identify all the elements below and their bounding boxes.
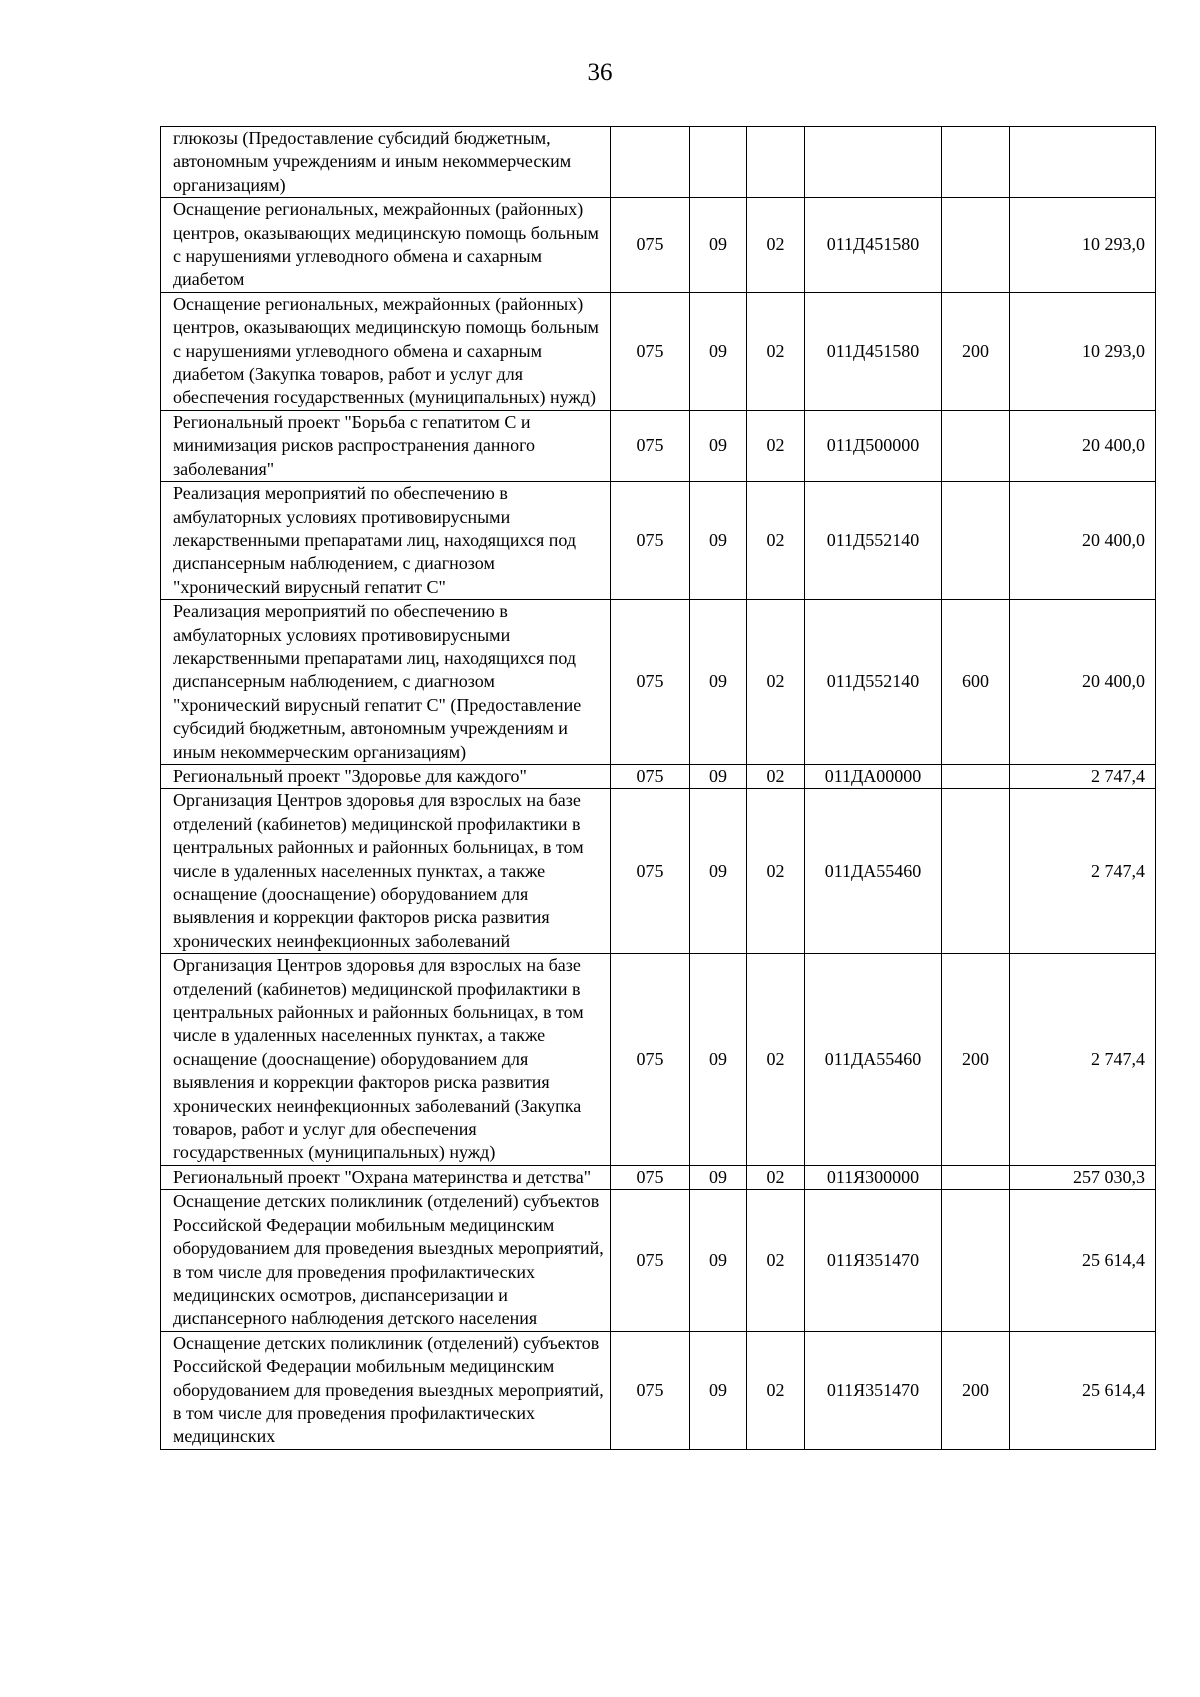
cell-subsection-code: 02 [747, 482, 805, 600]
cell-expense-type-code [942, 482, 1010, 600]
cell-section-code [690, 127, 747, 198]
cell-amount [1010, 127, 1156, 198]
cell-subsection-code [747, 127, 805, 198]
cell-amount: 25 614,4 [1010, 1331, 1156, 1449]
cell-section-code: 09 [690, 198, 747, 293]
table-body [161, 127, 1156, 1450]
cell-target-article-code: 011Я351470 [805, 1190, 942, 1331]
cell-section-code: 09 [690, 600, 747, 765]
cell-department-code: 075 [611, 1165, 690, 1189]
table-row [161, 1165, 1156, 1189]
cell-department-code: 075 [611, 198, 690, 293]
cell-description: Оснащение детских поликлиник (отделений) субъектов Российской Федерации мобильным медицинским оборудованием для проведения выездных мероприятий, в том числе для проведения профилактических медицинских [161, 1331, 611, 1449]
cell-target-article-code: 011ДА00000 [805, 764, 942, 788]
cell-department-code: 075 [611, 600, 690, 765]
table-row [161, 764, 1156, 788]
cell-description: Организация Центров здоровья для взрослых на базе отделений (кабинетов) медицинской профилактики в центральных районных и районных больницах, в том числе в удаленных населенных пунктах, а также оснащение (дооснащение) оборудованием для выявления и коррекции факторов риска развития хронических неинфекционных заболеваний (Закупка товаров, работ и услуг для обеспечения государственных (муниципальных) нужд) [161, 954, 611, 1166]
cell-target-article-code: 011Д552140 [805, 600, 942, 765]
cell-target-article-code [805, 127, 942, 198]
cell-subsection-code: 02 [747, 198, 805, 293]
table-row [161, 600, 1156, 765]
cell-department-code: 075 [611, 292, 690, 410]
cell-section-code: 09 [690, 1331, 747, 1449]
cell-amount: 2 747,4 [1010, 954, 1156, 1166]
cell-subsection-code: 02 [747, 954, 805, 1166]
cell-amount: 2 747,4 [1010, 764, 1156, 788]
cell-department-code: 075 [611, 764, 690, 788]
cell-description: Оснащение детских поликлиник (отделений) субъектов Российской Федерации мобильным медицинским оборудованием для проведения выездных мероприятий, в том числе для проведения профилактических медицинских осмотров, диспансеризации и диспансерного наблюдения детского населения [161, 1190, 611, 1331]
cell-section-code: 09 [690, 1190, 747, 1331]
cell-amount: 2 747,4 [1010, 789, 1156, 954]
cell-section-code: 09 [690, 292, 747, 410]
cell-description: Региональный проект "Охрана материнства и детства" [161, 1165, 611, 1189]
cell-department-code: 075 [611, 954, 690, 1166]
cell-expense-type-code [942, 198, 1010, 293]
cell-department-code [611, 127, 690, 198]
cell-expense-type-code: 200 [942, 954, 1010, 1166]
cell-section-code: 09 [690, 482, 747, 600]
cell-section-code: 09 [690, 410, 747, 481]
table-row [161, 198, 1156, 293]
cell-subsection-code: 02 [747, 1190, 805, 1331]
cell-target-article-code: 011Д451580 [805, 198, 942, 293]
cell-description: Оснащение региональных, межрайонных (районных) центров, оказывающих медицинскую помощь больным с нарушениями углеводного обмена и сахарным диабетом (Закупка товаров, работ и услуг для обеспечения государственных (муниципальных) нужд) [161, 292, 611, 410]
cell-subsection-code: 02 [747, 292, 805, 410]
table-row [161, 127, 1156, 198]
cell-subsection-code: 02 [747, 1331, 805, 1449]
cell-description: Организация Центров здоровья для взрослых на базе отделений (кабинетов) медицинской профилактики в центральных районных и районных больницах, в том числе в удаленных населенных пунктах, а также оснащение (дооснащение) оборудованием для выявления и коррекции факторов риска развития хронических неинфекционных заболеваний [161, 789, 611, 954]
cell-target-article-code: 011Д500000 [805, 410, 942, 481]
cell-subsection-code: 02 [747, 600, 805, 765]
cell-subsection-code: 02 [747, 410, 805, 481]
cell-section-code: 09 [690, 1165, 747, 1189]
cell-department-code: 075 [611, 410, 690, 481]
cell-section-code: 09 [690, 789, 747, 954]
cell-amount: 20 400,0 [1010, 410, 1156, 481]
budget-table [160, 126, 1156, 1450]
cell-expense-type-code: 200 [942, 292, 1010, 410]
cell-subsection-code: 02 [747, 764, 805, 788]
cell-amount: 10 293,0 [1010, 198, 1156, 293]
cell-expense-type-code [942, 789, 1010, 954]
cell-amount: 20 400,0 [1010, 600, 1156, 765]
table-row [161, 1331, 1156, 1449]
cell-expense-type-code [942, 1190, 1010, 1331]
cell-description: Реализация мероприятий по обеспечению в амбулаторных условиях противовирусными лекарственными препаратами лиц, находящихся под диспансерным наблюдением, с диагнозом "хронический вирусный гепатит С" [161, 482, 611, 600]
cell-target-article-code: 011Я351470 [805, 1331, 942, 1449]
cell-section-code: 09 [690, 954, 747, 1166]
cell-expense-type-code [942, 1165, 1010, 1189]
cell-expense-type-code [942, 764, 1010, 788]
cell-target-article-code: 011Д451580 [805, 292, 942, 410]
page-number: 36 [587, 59, 613, 86]
cell-expense-type-code: 200 [942, 1331, 1010, 1449]
cell-description: Региональный проект "Борьба с гепатитом С и минимизация рисков распространения данного заболевания" [161, 410, 611, 481]
cell-target-article-code: 011Я300000 [805, 1165, 942, 1189]
table-row [161, 789, 1156, 954]
cell-amount: 25 614,4 [1010, 1190, 1156, 1331]
table-row [161, 292, 1156, 410]
table-row [161, 1190, 1156, 1331]
cell-target-article-code: 011ДА55460 [805, 789, 942, 954]
cell-section-code: 09 [690, 764, 747, 788]
cell-target-article-code: 011ДА55460 [805, 954, 942, 1166]
cell-expense-type-code [942, 127, 1010, 198]
table-row [161, 410, 1156, 481]
cell-description: Реализация мероприятий по обеспечению в амбулаторных условиях противовирусными лекарственными препаратами лиц, находящихся под диспансерным наблюдением, с диагнозом "хронический вирусный гепатит С" (Предоставление субсидий бюджетным, автономным учреждениям и иным некоммерческим организациям) [161, 600, 611, 765]
cell-subsection-code: 02 [747, 1165, 805, 1189]
cell-department-code: 075 [611, 1190, 690, 1331]
cell-description: Региональный проект "Здоровье для каждого" [161, 764, 611, 788]
cell-department-code: 075 [611, 789, 690, 954]
cell-amount: 10 293,0 [1010, 292, 1156, 410]
table-row [161, 954, 1156, 1166]
cell-amount: 257 030,3 [1010, 1165, 1156, 1189]
cell-description: глюкозы (Предоставление субсидий бюджетным, автономным учреждениям и иным некоммерческим организациям) [161, 127, 611, 198]
cell-amount: 20 400,0 [1010, 482, 1156, 600]
cell-department-code: 075 [611, 1331, 690, 1449]
cell-expense-type-code [942, 410, 1010, 481]
table-row [161, 482, 1156, 600]
cell-subsection-code: 02 [747, 789, 805, 954]
cell-target-article-code: 011Д552140 [805, 482, 942, 600]
cell-description: Оснащение региональных, межрайонных (районных) центров, оказывающих медицинскую помощь больным с нарушениями углеводного обмена и сахарным диабетом [161, 198, 611, 293]
cell-department-code: 075 [611, 482, 690, 600]
cell-expense-type-code: 600 [942, 600, 1010, 765]
